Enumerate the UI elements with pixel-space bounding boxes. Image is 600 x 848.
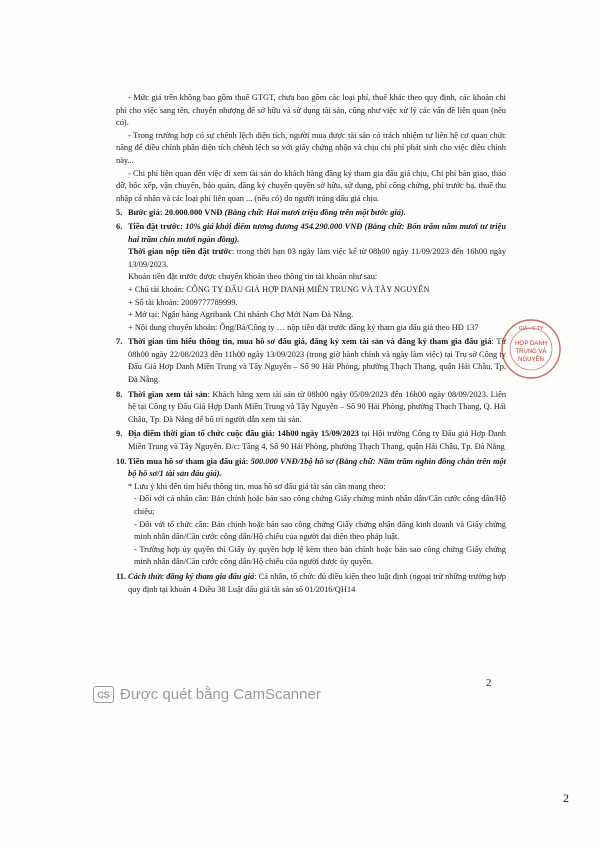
item-10-dossier-fee	[116, 456, 506, 481]
document-body	[116, 92, 506, 596]
item-label: Thời gian xem tài sản	[128, 389, 208, 399]
item-label: Tiền đặt trước:	[128, 221, 186, 231]
item-number: 8.	[116, 389, 123, 399]
item-label: Bước giá: 20.000.000 VNĐ	[128, 208, 225, 218]
item-label: Địa điểm thời gian tổ chức cuộc đấu giá: 14h00 ngày 15/09/2023	[128, 429, 359, 439]
stamp-line-1: HỢP DANH	[514, 341, 548, 347]
item-note: (Bằng chữ: Hai mươi triệu đồng trên một bước giá).	[224, 208, 406, 218]
stamp-line-3: NGUYÊN	[518, 357, 544, 363]
camscanner-watermark	[93, 686, 321, 703]
item-text: : Từ 08h00 ngày 22/08/2023 đến 11h00 ngày 13/09/2023 (trong giờ hành chính và ngày làm việc) tại Trụ sở Công ty Đấu Giá Hợp Danh Miền Trung và Tây Nguyên – Số 90 Hải Phòng, phường Thạch Thang, quận Hải Châu, Tp. Đà Nẵng.	[128, 337, 506, 385]
inner-page-number: 2	[486, 677, 492, 689]
note-intro: * Lưu ý khi đến tìm hiểu thông tin, mua hồ sơ đấu giá tài sản cần mang theo:	[128, 481, 386, 491]
item-5-bid-step	[116, 207, 506, 220]
item-label: Cách thức đăng ký tham gia đấu giá	[128, 571, 255, 581]
item-label: Thời gian tìm hiểu thông tin, mua hồ sơ đấu giá, đăng ký xem tài sản và đăng ký tham gia đấu giá	[128, 337, 492, 347]
item-text: : Khách hàng xem tài sản từ 08h00 ngày 05/09/2023 đến 16h00 ngày 08/09/2023. Liên hệ tại Công ty Đấu Giá Hợp Danh Miền Trung và Tây Nguyên – Số 90 Hải Phòng, phường Thạch Thang, Q. Hải Châu, Tp. Đà Nẵng để bố trí người dẫn xem tài sản.	[128, 389, 507, 424]
item-label: Tiền mua hồ sơ tham gia đấu giá:	[128, 456, 251, 466]
item-11-registration-method	[116, 571, 506, 596]
deposit-time-label: Thời gian nộp tiền đặt trước	[128, 247, 232, 257]
company-stamp	[500, 318, 562, 380]
page-number: 2	[563, 791, 569, 805]
item-7-registration	[116, 336, 506, 386]
camscanner-logo-icon: CS	[93, 686, 114, 703]
deposit-time-text: : trong thời hạn 03 ngày làm việc kể từ 08h00 ngày 11/09/2023 đến 16h00 ngày 13/09/2023.	[128, 247, 507, 269]
item-number: 5.	[116, 208, 123, 218]
item-6-deposit	[116, 221, 506, 246]
bank-branch: + Mở tại: Ngân hàng Agribank Chi nhánh Chợ Mới Nam Đà Nẵng.	[128, 310, 354, 320]
note-authorization: - Trường hợp ủy quyền thì Giấy ủy quyền hợp lệ kèm theo bản chính hoặc bản sao công chứng Giấy chứng minh nhân dân/Căn cước công dân/Hộ chiếu của người được ủy quyền.	[134, 544, 506, 567]
item-value: 10% giá khởi điểm tương đương 454.290.000 VNĐ (Bằng chữ: Bốn trăm năm mươi tư triệu hai trăm chín mươi ngàn đồng).	[128, 221, 507, 244]
deposit-time	[116, 246, 506, 271]
note-individual: - Đối với cá nhân cần: Bản chính hoặc bản sao công chứng Giấy chứng minh nhân dân/Căn cước công dân/Hộ chiếu;	[134, 494, 506, 516]
item-text: : Cá nhân, tổ chức đủ điều kiện theo luật định (ngoại trừ những trường hợp quy định tại khoản 4 Điều 38 Luật đấu giá tài sản số 01/2016/QH14	[128, 571, 506, 594]
item-number: 11.	[116, 571, 127, 581]
paragraph-area-difference: - Trong trường hợp có sự chênh lệch diện tích, người mua được tài sản có trách nhiệm tự liên hệ cơ quan chức năng để điều chỉnh phần diện tích chênh lệch so với giấy chứng nhận và chịu chi phí phát sinh cho việc điều chỉnh này...	[116, 130, 506, 165]
item-8-viewing	[116, 389, 506, 427]
item-number: 9.	[116, 429, 123, 439]
bank-account-holder: + Chủ tài khoản: CÔNG TY ĐẤU GIÁ HỢP DANH MIỀN TRUNG VÀ TÂY NGUYÊN	[128, 284, 430, 294]
paragraph-costs: - Chi phí liên quan đến việc đi xem tài sản do khách hàng đăng ký tham gia đấu giá chịu, Chi phí bàn giao, tháo dỡ, bốc xếp, vận chuyển, bảo quản, đăng ký chuyển quyền sở hữu, sử dụng, phí công chứng, phí trước bạ, thuế thu nhập cá nhân và các loại phí liên quan ... (nếu có) do người trúng đấu giá chịu.	[116, 168, 506, 203]
stamp-line-2: TRUNG VÀ	[515, 349, 547, 355]
item-number: 6.	[116, 221, 123, 231]
stamp-top-text: GIÁ • C.TY	[518, 326, 544, 332]
item-value: 500.000 VNĐ/1bộ hồ sơ (Bằng chữ: Năm trăm nghìn đồng chẵn trên một bộ hồ sơ/1 tài sản đấu giá).	[128, 456, 506, 479]
note-organization: - Đối với tổ chức cần: Bản chính hoặc bản sao công chứng Giấy chứng nhận đăng kinh doanh và Giấy chứng minh nhân dân/Căn cước công dân/Hộ chiếu của người đại diện theo pháp luật.	[134, 519, 506, 542]
paragraph-vat: - Mức giá trên không bao gồm thuế GTGT, chưa bao gồm các loại phí, thuế khác theo quy định, các khoản chi phí cho việc sang tên, chuyển nhượng để sở hữu và sử dụng tài sản, cũng như việc xử lý các vấn đề liên quan (nếu có).	[116, 93, 506, 128]
camscanner-text: Được quét bằng CamScanner	[120, 686, 321, 703]
item-9-auction-venue	[116, 428, 506, 453]
bank-account-number: + Số tài khoản: 2009777789999.	[128, 297, 238, 307]
item-number: 10.	[116, 456, 127, 466]
item-number: 7.	[116, 337, 123, 347]
item-text: tại Hội trường Công ty Đấu giá Hợp Danh Miền Trung và Tây Nguyên. Đ/c: Tầng 4, Số 90 Hải Phòng, phường Thạch Thang, quận Hải Châu, Tp. Đà Nẵng	[128, 429, 506, 452]
bank-transfer-content: + Nội dung chuyển khoản: Ông/Bà/Công ty … nộp tiền đặt trước đăng ký tham gia đấu giá theo HĐ 137	[128, 322, 479, 332]
bank-intro: Khoản tiền đặt trước được chuyển khoản theo thông tin tài khoản như sau:	[128, 272, 378, 282]
